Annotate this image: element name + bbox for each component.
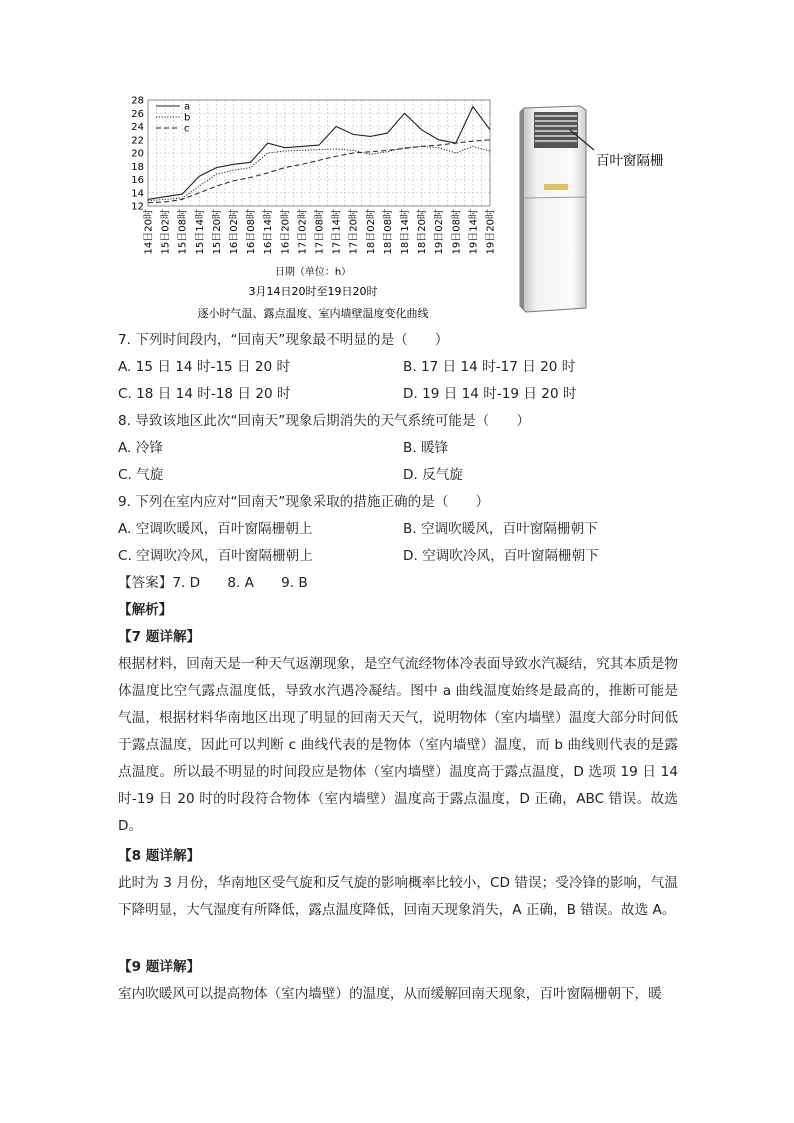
temperature-chart	[118, 92, 508, 322]
x-axis-ticks	[142, 209, 497, 254]
x-tick-label: 15日14时	[194, 209, 206, 255]
y-axis-ticks	[131, 96, 144, 213]
q7-option-b: B. 17 日 14 时-17 日 20 时	[403, 359, 576, 375]
x-tick-label: 16日14时	[263, 209, 275, 255]
louver-grille	[534, 112, 578, 148]
y-tick-label: 26	[131, 108, 144, 120]
question-7: 7. 下列时间段内，“回南天”现象最不明显的是（ ）	[118, 332, 449, 348]
q9-option-b: B. 空调吹暖风，百叶窗隔栅朝下	[403, 521, 598, 537]
y-tick-label: 16	[131, 175, 144, 186]
x-tick-label: 17日20时	[348, 209, 360, 255]
x-tick-label: 19日20时	[485, 209, 497, 255]
q9-detail-text: 室内吹暖风可以提高物体（室内墙壁）的温度，从而缓解回南天现象，百叶窗隔栅朝下，暖	[118, 986, 662, 1002]
x-tick-label: 15日20时	[211, 209, 223, 255]
x-tick-label: 18日20时	[417, 209, 429, 255]
y-tick-label: 24	[131, 122, 144, 133]
legend-label-b: b	[184, 112, 191, 124]
y-tick-label: 18	[131, 161, 144, 173]
question-9: 9. 下列在室内应对“回南天”现象采取的措施正确的是（ ）	[118, 494, 490, 510]
q9-option-a: A. 空调吹暖风，百叶窗隔栅朝上	[118, 521, 313, 537]
y-tick-label: 28	[131, 95, 144, 107]
chart-grid	[148, 100, 490, 206]
x-tick-label: 15日02时	[160, 209, 172, 255]
y-tick-label: 12	[131, 201, 144, 213]
q7-detail-text: 根据材料，回南天是一种天气返潮现象，是空气流经物体冷表面导致水汽凝结，究其本质是物体温度比空气露点温度低，导致水汽遇冷凝结。图中 a 曲线温度始终是最高的，推断可能是气温，根据材料华南地区出现了明显的回南天天气，说明物体（室内墙壁）温度大部分时间低于露点温度，因此可以判断 c 曲线代表的是物体（室内墙壁）温度，而 b 曲线则代表的是露点温度。所以最不明显的时间段应是物体（室内墙壁）温度高于露点温度，D 选项 19 日 14 时-19 日 20 时的时段符合物体（室内墙壁）温度高于露点温度，D 正确，ABC 错误。故选 D。	[118, 656, 678, 834]
q9-option-d: D. 空调吹冷风，百叶窗隔栅朝下	[403, 548, 599, 564]
x-tick-label: 17日08时	[314, 209, 326, 255]
x-tick-label: 18日02时	[365, 209, 377, 255]
q9-option-c: C. 空调吹冷风，百叶窗隔栅朝上	[118, 548, 313, 564]
chart-title: 3月14日20时至19日20时	[248, 285, 378, 298]
chart-subtitle: 逐小时气温、露点温度、室内墙壁温度变化曲线	[197, 307, 429, 320]
q8-option-d: D. 反气旋	[403, 467, 463, 483]
x-tick-label: 16日02时	[229, 209, 240, 255]
q8-option-c: C. 气旋	[118, 467, 164, 483]
q8-detail-heading: 【8 题详解】	[118, 848, 201, 864]
q8-detail-text: 此时为 3 月份，华南地区受气旋和反气旋的影响概率比较小，CD 错误；受冷锋的影响，气温下降明显，大气湿度有所降低，露点温度降低，回南天现象消失，A 正确，B 错误。故选 A。	[118, 875, 678, 918]
answer-line: 【答案】7. D 8. A 9. B	[118, 575, 308, 591]
q7-detail-heading: 【7 题详解】	[118, 629, 201, 645]
x-axis-label: 日期（单位：h）	[274, 267, 352, 278]
x-tick-label: 19日08时	[451, 209, 463, 255]
q7-option-c: C. 18 日 14 时-18 日 20 时	[118, 386, 291, 402]
analysis-heading: 【解析】	[118, 602, 173, 618]
x-tick-label: 19日02时	[434, 209, 446, 255]
q7-option-d: D. 19 日 14 时-19 日 20 时	[403, 386, 577, 402]
x-tick-label: 14日20时	[143, 209, 155, 255]
question-8: 8. 导致该地区此次“回南天”现象后期消失的天气系统可能是（ ）	[118, 413, 530, 429]
x-tick-label: 17日02时	[297, 209, 309, 255]
legend-label-a: a	[184, 101, 191, 113]
chart-legend	[156, 102, 190, 135]
x-tick-label: 17日14时	[331, 209, 343, 255]
air-conditioner-figure	[514, 102, 684, 316]
y-tick-label: 20	[131, 148, 144, 160]
louver-label: 百叶窗隔栅	[596, 153, 664, 169]
q9-detail-heading: 【9 题详解】	[118, 959, 201, 975]
q8-option-b: B. 暖锋	[403, 440, 449, 456]
legend-label-c: c	[184, 123, 190, 135]
x-tick-label: 15日08时	[177, 209, 189, 255]
x-tick-label: 16日20时	[280, 209, 292, 255]
x-tick-label: 19日14时	[468, 209, 480, 255]
q8-option-a: A. 冷锋	[118, 440, 163, 456]
y-tick-label: 22	[131, 135, 144, 147]
q7-option-a: A. 15 日 14 时-15 日 20 时	[118, 359, 291, 375]
x-tick-label: 16日08时	[246, 209, 258, 255]
x-tick-label: 18日14时	[400, 209, 411, 255]
y-tick-label: 14	[131, 188, 144, 200]
x-tick-label: 18日08时	[382, 209, 394, 255]
